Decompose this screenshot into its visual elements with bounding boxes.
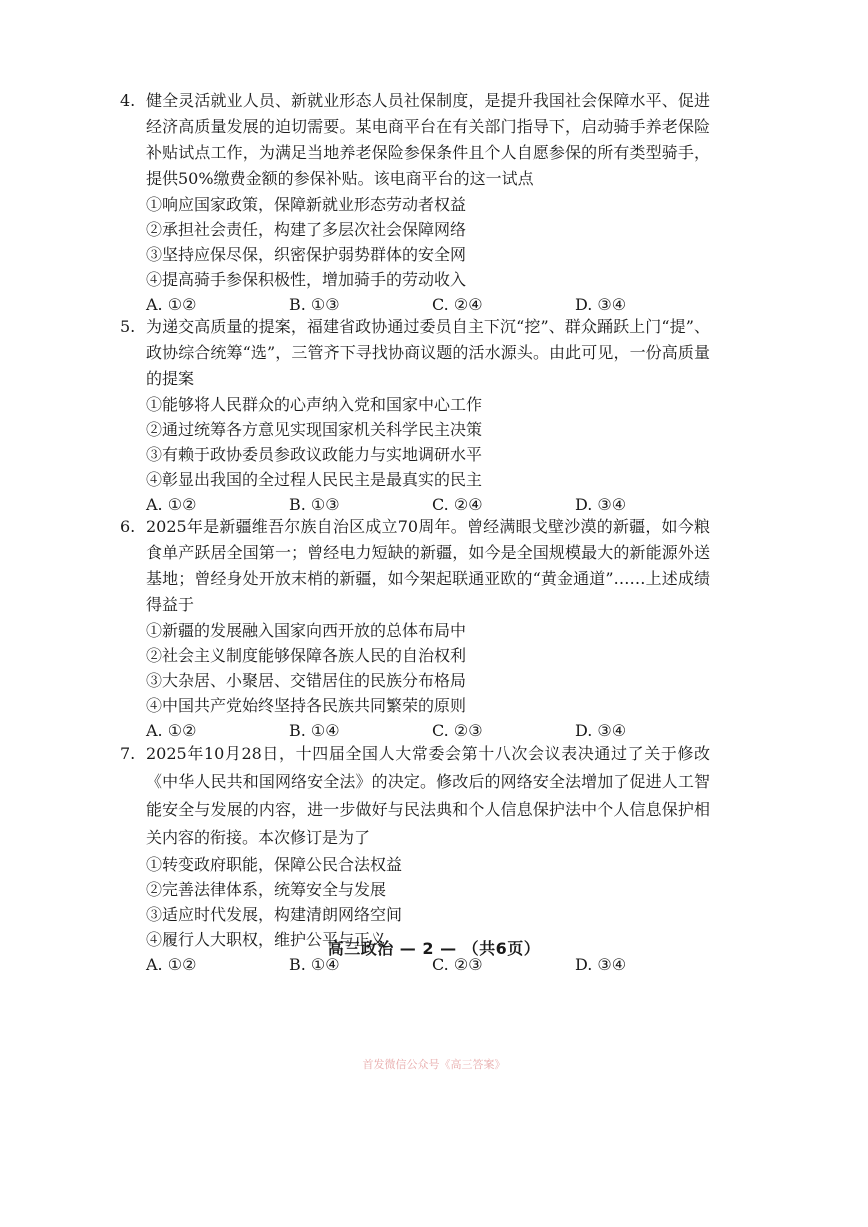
choice-b: B. ①④ (289, 955, 340, 974)
statement-item: ③有赖于政协委员参政议政能力与实地调研水平 (146, 445, 483, 464)
question-5 (120, 314, 710, 517)
question-text: 为递交高质量的提案，福建省政协通过委员自主下沉“挖”、群众踊跃上门“提”、政协综合统筹“选”，三管齐下寻找协商议题的活水源头。由此可见，一份高质量的提案 (146, 317, 710, 388)
question-stem (120, 514, 710, 618)
question-6 (120, 514, 710, 743)
question-text: 健全灵活就业人员、新就业形态人员社保制度，是提升我国社会保障水平、促进经济高质量发展的迫切需要。某电商平台在有关部门指导下，启动骑手养老保险补贴试点工作，为满足当地养老保险参保条件且个人自愿参保的所有类型骑手，提供50%缴费金额的参保补贴。该电商平台的这一试点 (146, 91, 710, 188)
choice-d: D. ③④ (575, 955, 627, 974)
page-footer: 高三政治 — 2 — （共6页） (327, 939, 541, 958)
choice-d: D. ③④ (575, 721, 627, 740)
choice-c: C. ②④ (432, 295, 483, 314)
statement-item: ③坚持应保尽保，织密保护弱势群体的安全网 (146, 245, 467, 264)
question-text: 2025年是新疆维吾尔族自治区成立70周年。曾经满眼戈壁沙漠的新疆，如今粮食单产跃居全国第一；曾经电力短缺的新疆，如今是全国规模最大的新能源外送基地；曾经身处开放末梢的新疆，如今架起联通亚欧的“黄金通道”……上述成绩得益于 (146, 517, 710, 614)
choice-a: A. ①② (146, 721, 197, 740)
watermark-text: 首发微信公众号《高三答案》 (362, 1058, 506, 1071)
statement-item: ①转变政府职能，保障公民合法权益 (146, 855, 403, 874)
statement-item: ①响应国家政策，保障新就业形态劳动者权益 (146, 195, 467, 214)
statement-item: ②完善法律体系，统筹安全与发展 (146, 880, 387, 899)
statement-item: ①能够将人民群众的心声纳入党和国家中心工作 (146, 395, 483, 414)
question-4 (120, 88, 710, 317)
choice-a: A. ①② (146, 495, 197, 514)
statement-item: ④提高骑手参保积极性，增加骑手的劳动收入 (146, 270, 467, 289)
statement-item: ④履行人大职权，维护公平与正义 (146, 930, 387, 949)
statement-list (120, 618, 710, 718)
choice-d: D. ③④ (575, 295, 627, 314)
choice-c: C. ②③ (432, 955, 483, 974)
question-stem (120, 314, 710, 392)
statement-item: ②社会主义制度能够保障各族人民的自治权利 (146, 646, 467, 665)
question-number: 4. (120, 91, 136, 110)
choice-d: D. ③④ (575, 495, 627, 514)
question-number: 7. (120, 744, 136, 763)
statement-item: ③适应时代发展，构建清朗网络空间 (146, 905, 403, 924)
choice-a: A. ①② (146, 955, 197, 974)
statement-item: ④中国共产党始终坚持各民族共同繁荣的原则 (146, 696, 467, 715)
statement-item: ②通过统筹各方意见实现国家机关科学民主决策 (146, 420, 483, 439)
choice-b: B. ①③ (289, 295, 340, 314)
question-stem (120, 88, 710, 192)
choice-a: A. ①② (146, 295, 197, 314)
choice-b: B. ①④ (289, 721, 340, 740)
statement-list (120, 192, 710, 292)
choice-c: C. ②④ (432, 495, 483, 514)
statement-item: ②承担社会责任，构建了多层次社会保障网络 (146, 220, 467, 239)
question-stem (120, 740, 710, 852)
statement-list (120, 392, 710, 492)
choice-c: C. ②③ (432, 721, 483, 740)
statement-item: ①新疆的发展融入国家向西开放的总体布局中 (146, 621, 467, 640)
statement-item: ④彰显出我国的全过程人民民主是最真实的民主 (146, 470, 483, 489)
choice-b: B. ①③ (289, 495, 340, 514)
question-text: 2025年10月28日，十四届全国人大常委会第十八次会议表决通过了关于修改《中华人民共和国网络安全法》的决定。修改后的网络安全法增加了促进人工智能安全与发展的内容，进一步做好与民法典和个人信息保护法中个人信息保护相关内容的衔接。本次修订是为了 (146, 744, 710, 847)
question-number: 6. (120, 517, 136, 536)
statement-item: ③大杂居、小聚居、交错居住的民族分布格局 (146, 671, 467, 690)
question-number: 5. (120, 317, 136, 336)
